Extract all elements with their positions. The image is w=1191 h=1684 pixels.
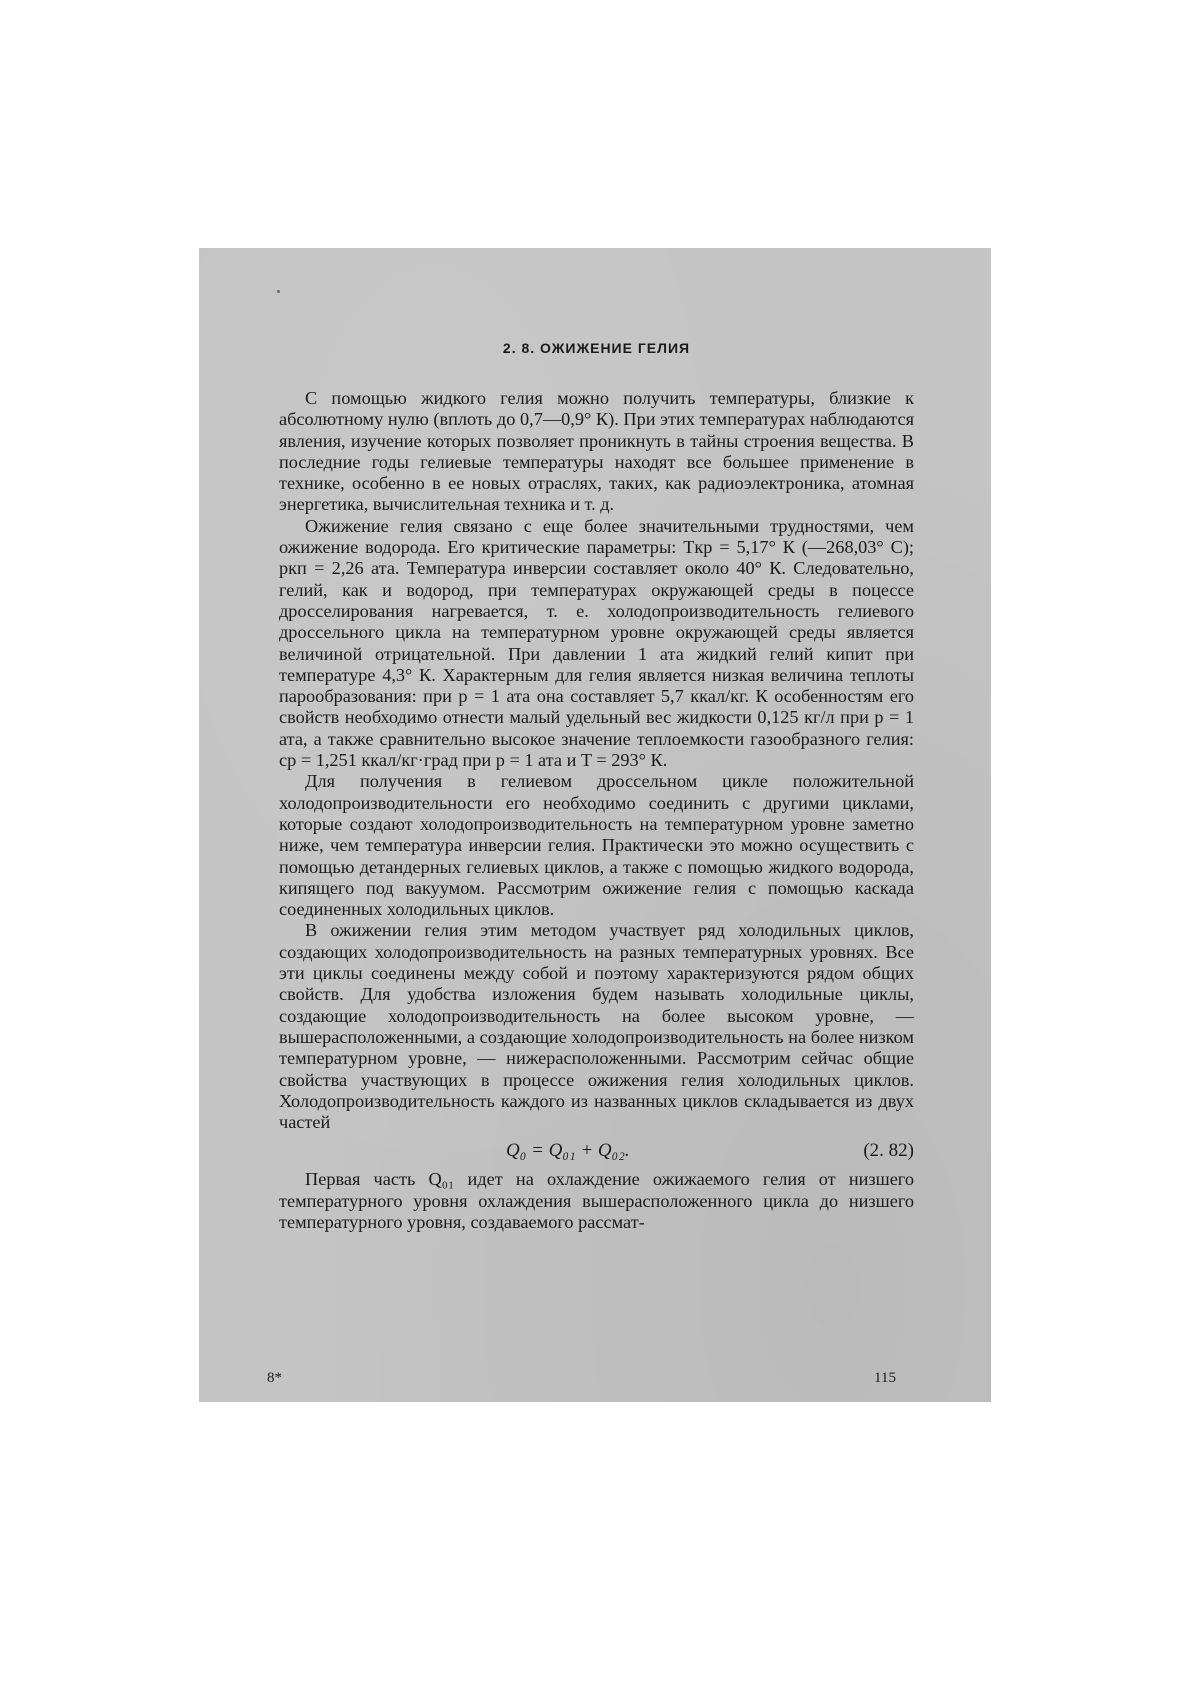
body-text (279, 388, 914, 1233)
section-title: 2. 8. ОЖИЖЕНИЕ ГЕЛИЯ (502, 340, 691, 356)
formula-number: (2. 82) (863, 1140, 914, 1162)
page-number: 115 (874, 1370, 896, 1386)
footer-signature: 8* (267, 1370, 282, 1386)
paragraph-2: Ожижение гелия связано с еще более значительными трудностями, чем ожижение водорода. Его критические параметры: Tкр = 5,17° К (—268,03° С); pкп = 2,26 ата. Температура инверсии составляет около 40° К. Следовательно, гелий, как и водород, при температурах окружающей среды в поцессе дросселирования нагревается, т. е. холодопроизводительность гелиевого дроссельного цикла на температурном уровне окружающей среды является величиной отрицательной. При давлении 1 ата жидкий гелий кипит при температуре 4,3° К. Характерным для гелия является низкая величина теплоты парообразования: при p = 1 ата она составляет 5,7 ккал/кг. К особенностям его свойств необходимо отнести малый удельный вес жидкости 0,125 кг/л при p = 1 ата, а также сравнительно высокое значение теплоемкости газообразного гелия: cp = 1,251 ккал/кг·град при p = 1 ата и T = 293° К. (279, 515, 914, 771)
formula-expression: Q₀ = Q₀₁ + Q₀₂. (506, 1140, 630, 1162)
scanned-page (199, 248, 991, 1402)
formula-2-82 (279, 1133, 914, 1169)
paragraph-4: В ожижении гелия этим методом участвует ряд холодильных циклов, создающих холодопроизводительность на разных температурных уровнях. Все эти циклы соединены между собой и поэтому характеризуются рядом общих свойств. Для удобства изложения будем называть холодильные циклы, создающие холодопроизводительность на более высоком уровне, — вышерасположенными, а создающие холодопроизводительность на более низком температурном уровне, — нижерасположенными. Рассмотрим сейчас общие свойства участвующих в процессе ожижения гелия холодильных циклов. Холодопроизводительность каждого из названных циклов складывается из двух частей (279, 920, 914, 1133)
paragraph-3: Для получения в гелиевом дроссельном цикле положительной холодопроизводительности его необходимо соединить с другими циклами, которые создают холодопроизводительность на температурном уровне заметно ниже, чем температура инверсии гелия. Практически это можно осуществить с помощью детандерных гелиевых циклов, а также с помощью жидкого водорода, кипящего под вакуумом. Рассмотрим ожижение гелия с помощью каскада соединенных холодильных циклов. (279, 771, 914, 920)
scan-speck (277, 290, 280, 293)
paragraph-1: С помощью жидкого гелия можно получить температуры, близкие к абсолютному нулю (вплоть до 0,7—0,9° К). При этих температурах наблюдаются явления, изучение которых позволяет проникнуть в тайны строения вещества. В последние годы гелиевые температуры находят все большее применение в технике, особенно в ее новых отраслях, таких, как радиоэлектроника, атомная энергетика, вычислительная техника и т. д. (279, 388, 914, 515)
paragraph-5: Первая часть Q₀₁ идет на охлаждение ожижаемого гелия от низшего температурного уровня охлаждения вышерасположенного цикла до низшего температурного уровня, создаваемого рассмат- (279, 1169, 914, 1232)
